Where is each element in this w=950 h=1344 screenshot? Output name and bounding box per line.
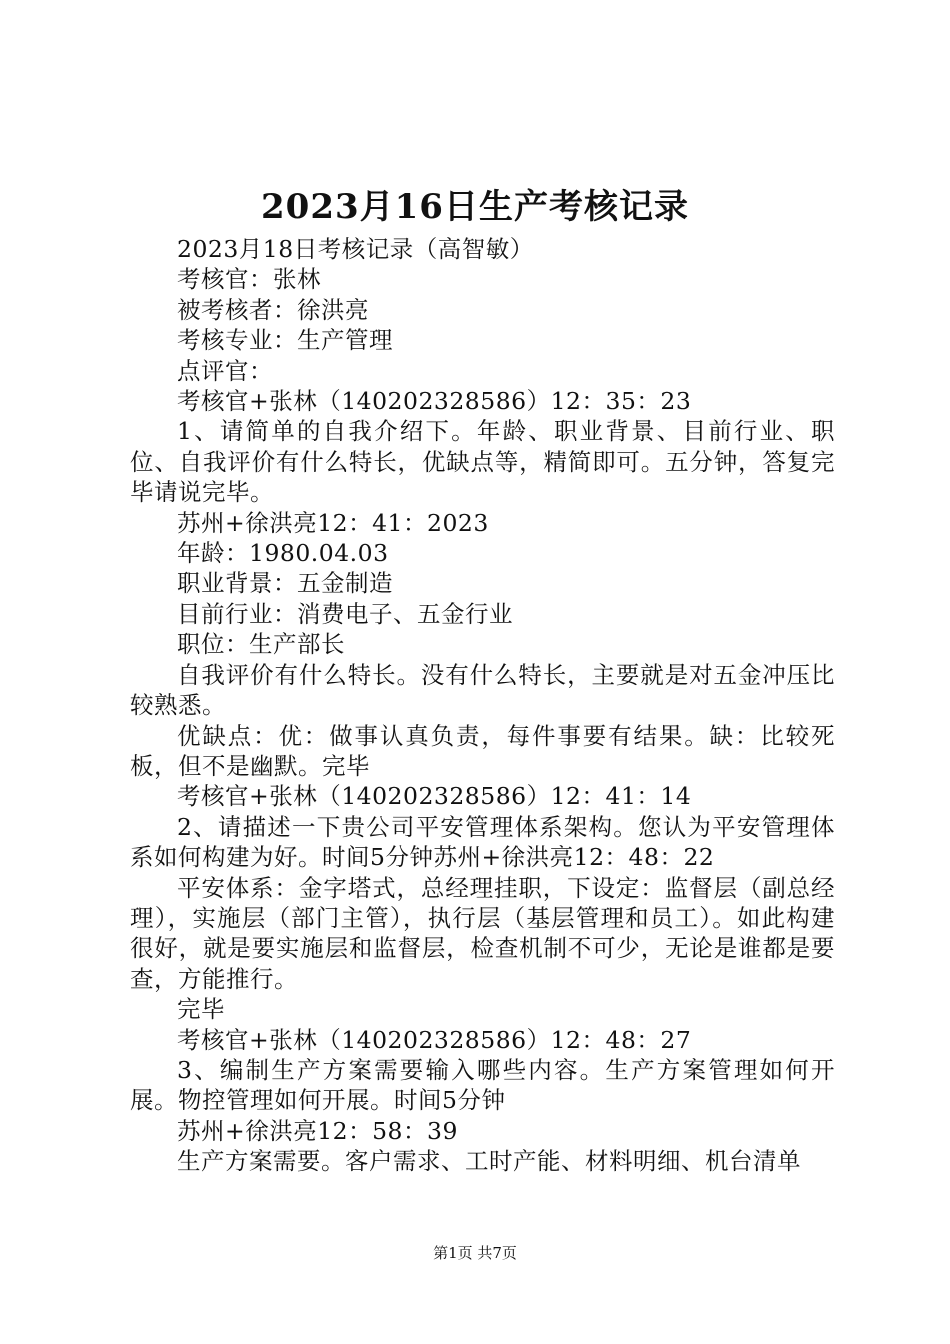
paragraph-industry: 目前行业：消费电子、五金行业	[177, 599, 513, 628]
paragraph-pros-cons: 优缺点：优：做事认真负责，每件事要有结果。缺：比较死板，但不是幽默。完毕	[130, 721, 835, 780]
document-body	[130, 234, 835, 1177]
document-title: 2023月16日生产考核记录	[261, 187, 689, 227]
paragraph-message-header: 考核官+张林（140202328586）12：48：27	[177, 1025, 692, 1054]
paragraph-question-3: 3、编制生产方案需要输入哪些内容。生产方案管理如何开展。物控管理如何开展。时间5分钟	[130, 1055, 835, 1115]
paragraph-background: 职业背景：五金制造	[177, 569, 393, 598]
paragraph-message-header: 考核官+张林（140202328586）12：41：14	[177, 782, 692, 811]
paragraph-examinee: 被考核者：徐洪亮	[177, 295, 369, 324]
paragraph-self-evaluation: 自我评价有什么特长。没有什么特长，主要就是对五金冲压比较熟悉。	[130, 660, 835, 720]
paragraph-message-header: 苏州+徐洪亮12：41：2023	[177, 508, 489, 537]
paragraph-answer-3: 生产方案需要。客户需求、工时产能、材料明细、机台清单	[177, 1147, 801, 1176]
paragraph-answer-2: 平安体系：金字塔式，总经理挂职，下设定：监督层（副总经理），实施层（部门主管），执行层（基层管理和员工）。如此构建很好，就是要实施层和监督层，检查机制不可少，无论是谁都是要查，方能推行。	[130, 873, 835, 993]
paragraph-done: 完毕	[177, 995, 225, 1024]
paragraph-specialty: 考核专业：生产管理	[177, 326, 393, 355]
paragraph-question-1: 1、请简单的自我介绍下。年龄、职业背景、目前行业、职位、自我评价有什么特长，优缺点等，精简即可。五分钟，答复完毕请说完毕。	[130, 417, 835, 507]
paragraph-message-header: 苏州+徐洪亮12：58：39	[177, 1116, 458, 1145]
page-number: 第1页 共7页	[433, 1244, 517, 1262]
paragraph-message-header: 考核官+张林（140202328586）12：35：23	[177, 387, 692, 416]
paragraph-record-date: 2023月18日考核记录（高智敏）	[177, 235, 534, 263]
paragraph-reviewer: 点评官：	[177, 356, 273, 385]
paragraph-examiner: 考核官：张林	[177, 265, 321, 294]
paragraph-age: 年龄：1980.04.03	[177, 539, 389, 568]
paragraph-question-2: 2、请描述一下贵公司平安管理体系架构。您认为平安管理体系如何构建为好。时间5分钟苏州+徐洪亮12：48：22	[130, 812, 835, 872]
paragraph-position: 职位：生产部长	[177, 630, 345, 659]
